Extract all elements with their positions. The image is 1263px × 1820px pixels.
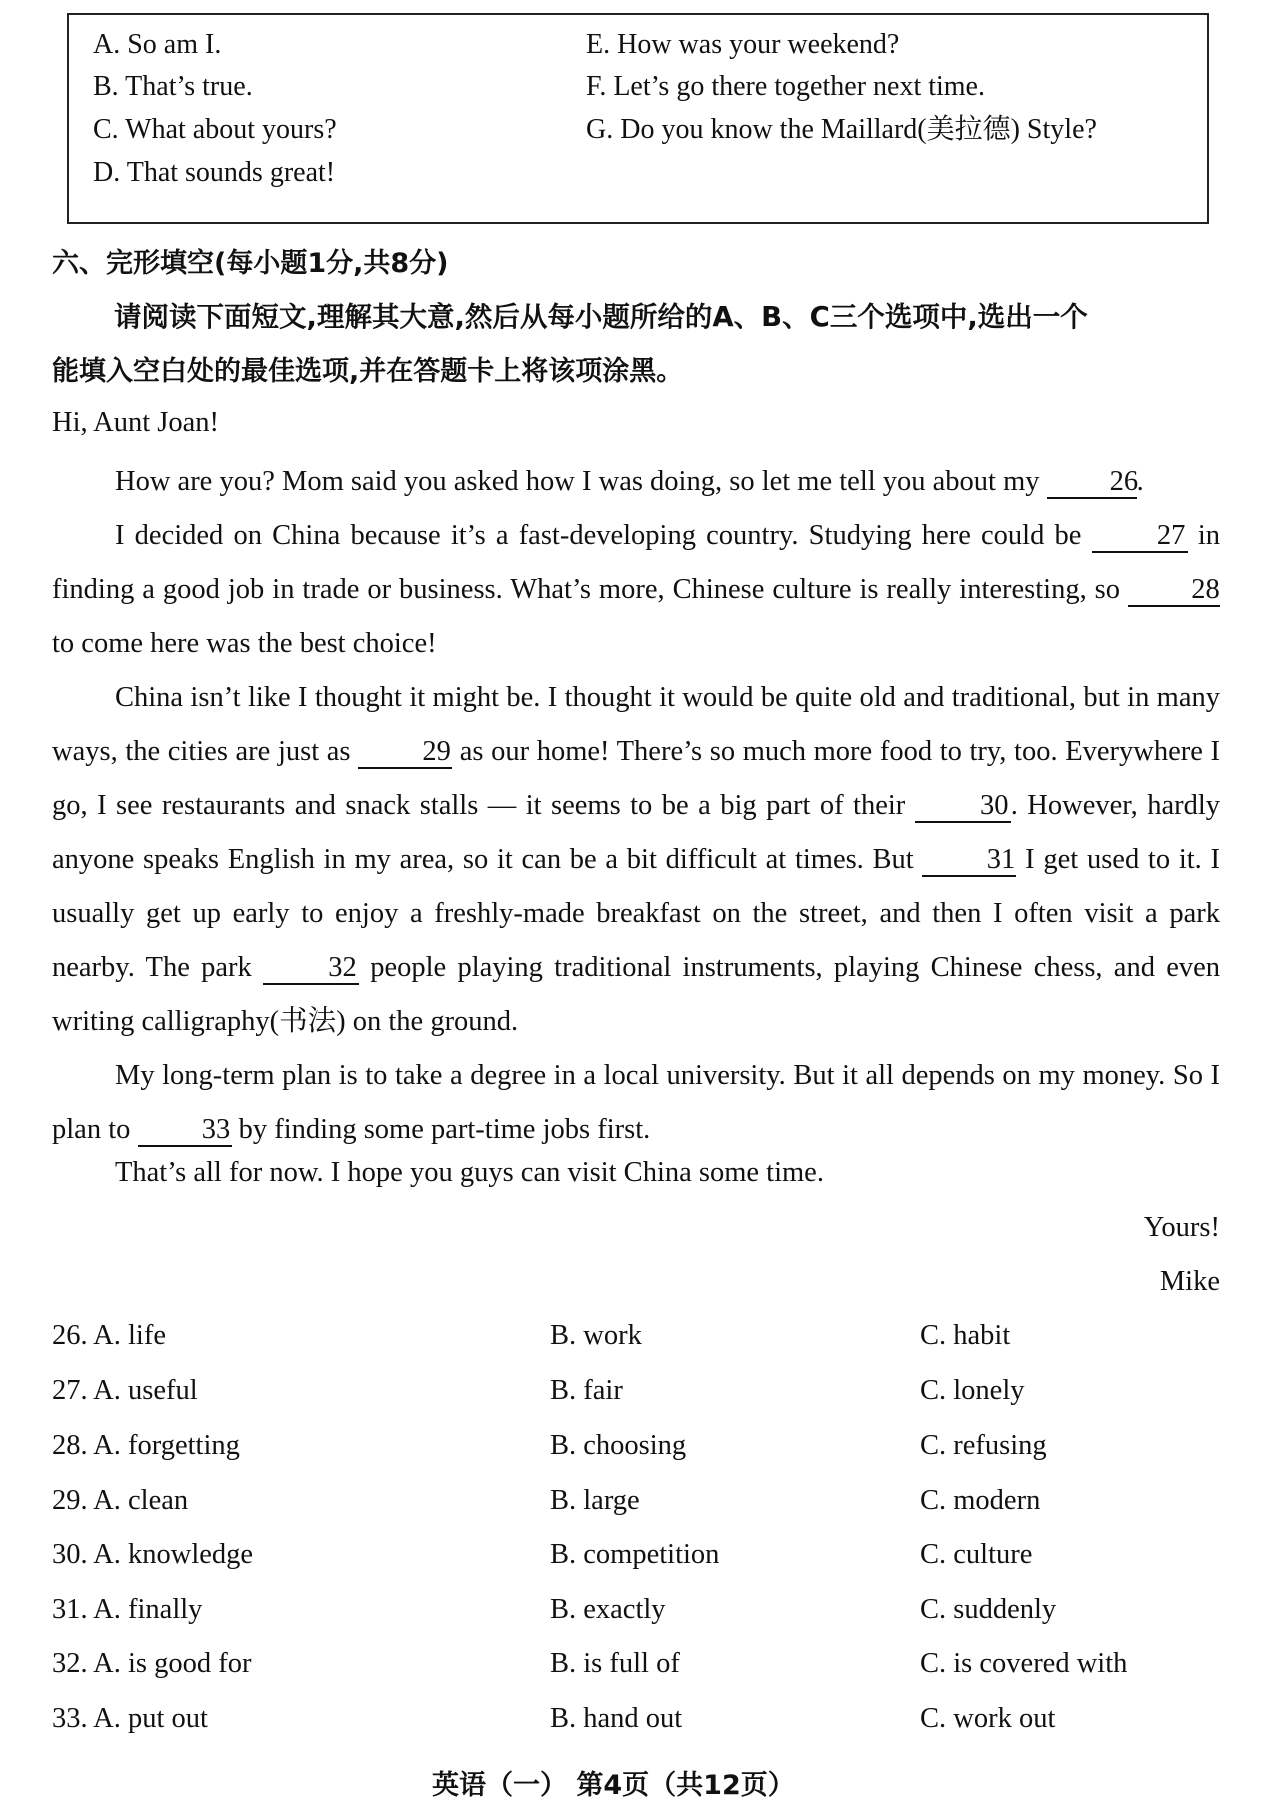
text-segment: to come here was the best choice! <box>52 628 437 659</box>
question-26 <box>52 1322 1232 1362</box>
question-option-c: C. culture <box>920 1539 1033 1570</box>
page-footer: 英语（一） 第4页（共12页） <box>432 1770 795 1801</box>
option-c: C. What about yours? <box>93 114 337 145</box>
option-a: A. So am I. <box>93 29 222 60</box>
blank-29: 29 <box>358 737 452 769</box>
question-option-b: B. choosing <box>550 1430 687 1461</box>
option-box <box>67 13 1209 224</box>
blank-31: 31 <box>922 845 1016 877</box>
question-option-a: 27. A. useful <box>52 1375 198 1406</box>
letter-greeting: Hi, Aunt Joan! <box>52 407 220 438</box>
question-option-c: C. habit <box>920 1320 1011 1351</box>
text-segment: . <box>1136 466 1144 497</box>
question-option-b: B. work <box>550 1320 642 1351</box>
question-option-b: B. large <box>550 1485 640 1516</box>
question-option-a: 30. A. knowledge <box>52 1539 254 1570</box>
option-b: B. That’s true. <box>93 71 253 102</box>
option-f: F. Let’s go there together next time. <box>586 71 985 102</box>
question-option-b: B. fair <box>550 1375 623 1406</box>
question-option-c: C. modern <box>920 1485 1041 1516</box>
text-segment: people playing traditional instruments, playing Chinese chess, and even writing calligraphy(书法) on the ground. <box>52 952 1220 1037</box>
question-option-a: 26. A. life <box>52 1320 166 1351</box>
text-segment: I decided on China because it’s a fast-developing country. Studying here could be <box>115 520 1092 551</box>
letter-paragraph-2 <box>52 509 1220 671</box>
question-option-b: B. exactly <box>550 1594 666 1625</box>
blank-28: 28 <box>1128 575 1220 607</box>
question-option-c: C. work out <box>920 1703 1056 1734</box>
text-segment: as our home! There’s so much more food to try, too. Everywhere I go, I see restaurants and snack stalls — it seems to be a big part of their <box>52 736 1220 821</box>
text-segment: How are you? Mom said you asked how I was doing, so let me tell you about my <box>115 466 1047 497</box>
text-segment: I get used to it. I usually get up early to enjoy a freshly-made breakfast on the street, and then I often visit a park nearby. The park <box>52 844 1220 983</box>
text-segment: . However, hardly anyone speaks English in my area, so it can be a bit difficult at times. But <box>52 790 1220 875</box>
section-heading: 六、完形填空(每小题1分,共8分) <box>52 248 449 279</box>
question-option-b: B. is full of <box>550 1648 680 1679</box>
question-option-a: 29. A. clean <box>52 1485 189 1516</box>
text-segment: by finding some part-time jobs first. <box>231 1114 651 1145</box>
question-option-c: C. lonely <box>920 1375 1025 1406</box>
letter-paragraph-4 <box>52 1049 1220 1157</box>
text-segment: China isn’t like I thought it might be. I thought it would be quite old and traditional, but in many ways, the cities are just as <box>52 682 1220 767</box>
question-option-c: C. is covered with <box>920 1648 1128 1679</box>
question-option-b: B. hand out <box>550 1703 683 1734</box>
blank-27: 27 <box>1092 521 1188 553</box>
letter-paragraph-5: That’s all for now. I hope you guys can visit China some time. <box>115 1157 824 1188</box>
text-segment: My long-term plan is to take a degree in a local university. But it all depends on my money. So I plan to <box>52 1060 1220 1145</box>
option-g: G. Do you know the Maillard(美拉德) Style? <box>586 114 1097 145</box>
question-option-a: 31. A. finally <box>52 1594 203 1625</box>
question-27 <box>52 1377 1232 1417</box>
letter-paragraph-1 <box>52 455 1220 509</box>
blank-30: 30 <box>915 791 1011 823</box>
question-32 <box>52 1650 1232 1690</box>
question-option-c: C. suddenly <box>920 1594 1057 1625</box>
text-segment: in finding a good job in trade or business. What’s more, Chinese culture is really interesting, so <box>52 520 1220 605</box>
instruction-line-2: 能填入空白处的最佳选项,并在答题卡上将该项涂黑。 <box>52 356 684 387</box>
question-30 <box>52 1541 1232 1581</box>
question-option-a: 28. A. forgetting <box>52 1430 240 1461</box>
question-33 <box>52 1705 1232 1745</box>
instruction-line-1: 请阅读下面短文,理解其大意,然后从每小题所给的A、B、C三个选项中,选出一个 <box>114 301 1088 333</box>
blank-32: 32 <box>263 953 359 985</box>
option-d: D. That sounds great! <box>93 157 336 188</box>
option-e: E. How was your weekend? <box>586 29 900 60</box>
question-31 <box>52 1596 1232 1636</box>
question-option-c: C. refusing <box>920 1430 1047 1461</box>
question-option-a: 33. A. put out <box>52 1703 208 1734</box>
blank-26: 26 <box>1047 467 1137 499</box>
question-28 <box>52 1432 1232 1472</box>
letter-closing: Yours! <box>1143 1212 1220 1243</box>
question-option-a: 32. A. is good for <box>52 1648 252 1679</box>
question-option-b: B. competition <box>550 1539 720 1570</box>
blank-33: 33 <box>138 1115 232 1147</box>
letter-paragraph-3 <box>52 671 1220 1049</box>
question-29 <box>52 1487 1232 1527</box>
letter-signature: Mike <box>1159 1266 1220 1297</box>
